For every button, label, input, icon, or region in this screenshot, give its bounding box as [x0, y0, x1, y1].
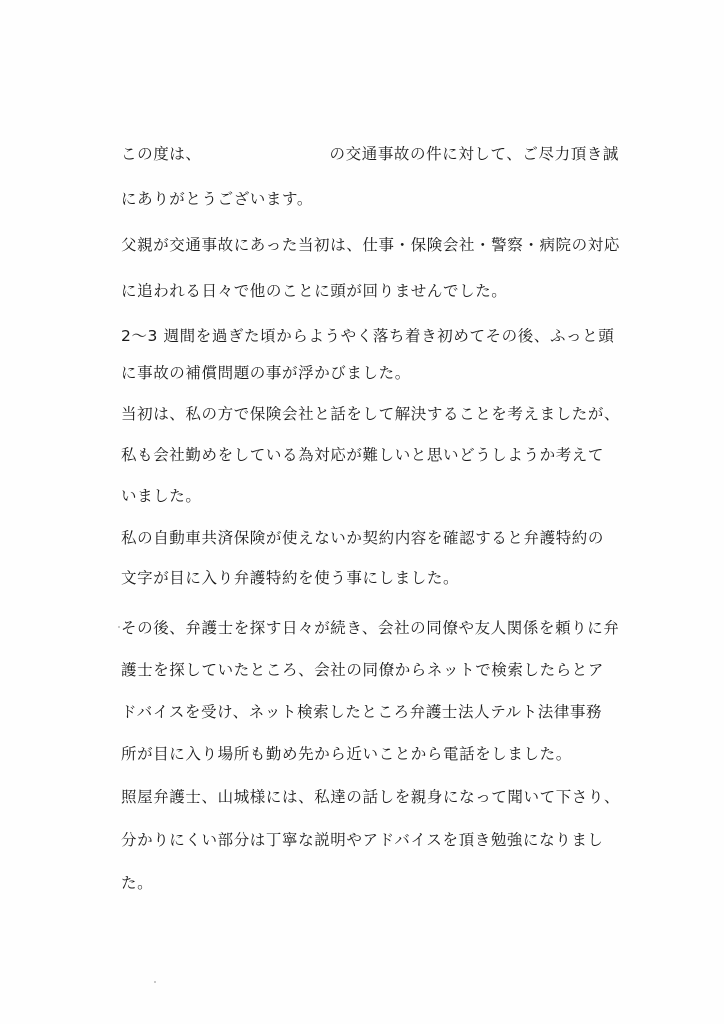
scan-speck [154, 981, 156, 983]
letter-line-17: 分かりにくい部分は丁寧な説明やアドバイスを頂き勉強になりまし [121, 831, 604, 849]
letter-line-11: 文字が目に入り弁護特約を使う事にしました。 [121, 569, 460, 587]
letter-line-18: た。 [121, 874, 154, 892]
letter-line-15: 所が目に入り場所も勤め先から近いことから電話をしました。 [121, 745, 572, 763]
letter-line-4: に追われる日々で他のことに頭が回りませんでした。 [121, 282, 508, 300]
letter-line-7: 当初は、私の方で保険会社と話をして解決することを考えましたが、 [121, 405, 621, 423]
letter-line-16: 照屋弁護士、山城様には、私達の話しを親身になって聞いて下さり、 [121, 788, 621, 806]
letter-line-1 [121, 142, 619, 166]
letter-line-10: 私の自動車共済保険が使えないか契約内容を確認すると弁護特約の [121, 529, 605, 547]
letter-line-2: にありがとうございます。 [121, 190, 313, 208]
letter-line-6: に事故の補償問題の事が浮かびました。 [121, 364, 411, 382]
letter-line-12: その後、弁護士を探す日々が続き、会社の同僚や友人関係を頼りに弁 [121, 619, 620, 637]
letter-line-13: 護士を探していたところ、会社の同僚からネットで検索したらとア [121, 661, 605, 679]
letter-line-1-start: この度は、 [121, 145, 202, 163]
letter-line-8: 私も会社勤めをしている為対応が難しいと思いどうしようか考えて [121, 446, 605, 464]
letter-line-9: いました。 [121, 487, 202, 505]
letter-line-1-end: の交通事故の件に対して、ご尽力頂き誠 [329, 145, 620, 163]
letter-line-5: 2～3 週間を過ぎた頃からようやく落ち着き初めてその後、ふっと頭 [121, 327, 615, 345]
scan-speck [118, 626, 120, 628]
letter-line-14: ドバイスを受け、ネット検索したところ弁護士法人テルト法律事務 [121, 703, 603, 721]
letter-line-3: 父親が交通事故にあった当初は、仕事・保険会社・警察・病院の対応 [121, 236, 620, 254]
